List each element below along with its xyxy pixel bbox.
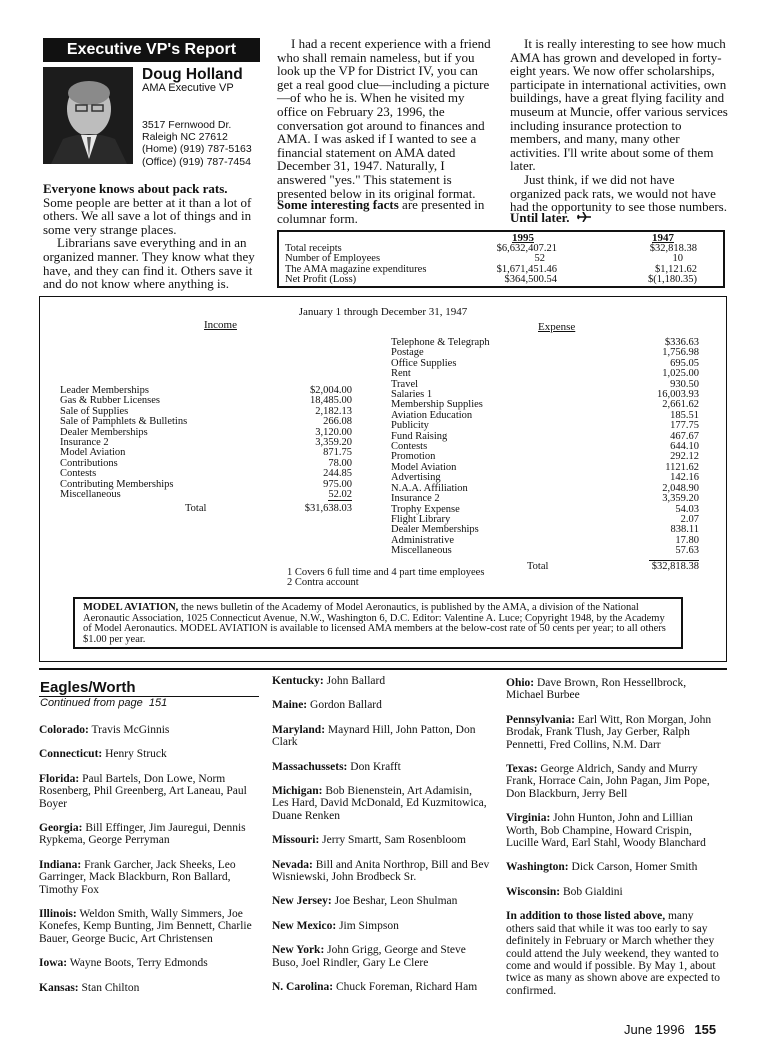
notice-text: the news bulletin of the Academy of Model Aeronautics, is published by the AMA, a division of the National Aeronautic Association, 1025 Connecticut Avenue, N.W., Washington 6, D.C. Editor: Valentine A. Luce; Copyright 1948, by the Academy of Model Aeronautics. MODEL AVIATION is available to licensed AMA members at the below-cost rate of 50 cents per year; to all others $1.00 per year. bbox=[83, 602, 666, 645]
state-entry: Iowa: Wayne Boots, Terry Edmonds bbox=[39, 957, 208, 970]
eagles-column-1 bbox=[39, 724, 261, 1006]
state-entry: Michigan: Bob Bienenstein, Art Adamisin, Les Hard, David McDonald, Ed Kuzmitowica, Duane Renken bbox=[272, 785, 487, 822]
expense-heading: Expense bbox=[538, 321, 576, 333]
state-entry: Maryland: Maynard Hill, John Patton, Don Clark bbox=[272, 723, 476, 749]
expense-total-label: Total bbox=[527, 560, 549, 572]
list-item: Contests 644.10 bbox=[391, 441, 699, 453]
state-entry: Pennsylvania: Earl Witt, Ron Morgan, John Brodak, Frank Tlush, Jay Gerber, Ralph Pennetti, Fred Collins, N.M. Darr bbox=[506, 713, 712, 751]
author-role: AMA Executive VP bbox=[142, 82, 234, 94]
list-item: Contributing Memberships 975.00 bbox=[60, 478, 352, 490]
table-row: Number of Employees 52 10 bbox=[285, 253, 683, 265]
facts-col-1995-header: 1995 bbox=[512, 232, 534, 244]
notice-lead: MODEL AVIATION, bbox=[83, 602, 179, 613]
facts-col-1947-header: 1947 bbox=[652, 232, 674, 244]
list-item: Promotion 292.12 bbox=[391, 451, 699, 463]
list-item: Fund Raising 467.67 bbox=[391, 430, 699, 442]
eagles-column-3 bbox=[506, 677, 724, 997]
state-entry: New Mexico: Jim Simpson bbox=[272, 919, 399, 932]
issue-date: June 1996 bbox=[624, 1022, 685, 1037]
paragraph: Librarians save everything and in an organized manner. They know what they have, and they can find it. Others save it and do not know where anything is. bbox=[43, 235, 255, 292]
state-entry: Kentucky: John Ballard bbox=[272, 675, 386, 687]
footnotes bbox=[287, 568, 484, 589]
table-row: Total receipts $6,632,407.21 $32,818.38 bbox=[285, 243, 697, 254]
list-item: Administrative 17.80 bbox=[391, 534, 699, 546]
portrait-image bbox=[43, 67, 133, 164]
paragraph: Just think, if we did not have organized pack rats, we would not have had the opportunity to see those numbers. bbox=[510, 171, 727, 215]
phone-home: (Home) (919) 787-5163 bbox=[142, 143, 252, 156]
income-list bbox=[60, 386, 352, 515]
author-photo bbox=[43, 67, 133, 164]
state-entry: Indiana: Frank Garcher, Jack Sheeks, Leo Garringer, Mack Blackburn, Ron Ballard, Timothy Fox bbox=[39, 858, 236, 896]
income-total-row bbox=[60, 504, 352, 514]
eagles-column-2 bbox=[272, 675, 490, 1006]
state-entry: Georgia: Bill Effinger, Jim Jauregui, Dennis Rypkema, George Perryman bbox=[39, 822, 246, 847]
list-item: Flight Library 2.07 bbox=[391, 513, 699, 525]
list-item: Rent 1,025.00 bbox=[391, 368, 699, 380]
page-number: 155 bbox=[694, 1022, 717, 1037]
list-item: Contests 244.85 bbox=[60, 468, 352, 480]
list-item: Salaries 1 16,003.93 bbox=[391, 389, 699, 401]
state-entry: New Jersey: Joe Beshar, Leon Shulman bbox=[272, 895, 458, 908]
airplane-icon bbox=[577, 210, 591, 226]
continued-note: Continued from page 151 bbox=[40, 697, 168, 709]
state-entry: Texas: George Aldrich, Sandy and Murry Frank, Horrace Cain, John Pagan, Jim Pope, Don Blackburn, Jerry Bell bbox=[506, 763, 710, 800]
state-entry: Connecticut: Henry Struck bbox=[39, 748, 167, 761]
state-entry: Virginia: John Hunton, John and Lillian Worth, Bob Champine, Howard Crispin, Lucille Ward, Earl Stahl, Woody Blanchard bbox=[506, 812, 706, 850]
income-heading: Income bbox=[204, 319, 237, 331]
closing-paragraph: In addition to those listed above, many others said that while it was too early to say definitely in February or March whether they could attend the July weekend, they wanted to come and would if possible. By May 1, about twice as many as shown above are expected to confirmed. bbox=[506, 910, 720, 997]
table-row: The AMA magazine expenditures $1,671,451.46 $1,121.62 bbox=[285, 263, 697, 275]
page-footer bbox=[624, 1022, 716, 1037]
section-banner bbox=[43, 38, 260, 62]
list-item: Membership Supplies 2,661.62 bbox=[391, 399, 699, 411]
footnote-1: 1 Covers 6 full time and 4 part time employees bbox=[287, 567, 485, 578]
list-item: Postage 1,756.98 bbox=[391, 347, 699, 359]
state-entry: Washington: Dick Carson, Homer Smith bbox=[506, 861, 698, 874]
list-item: Telephone & Telegraph $336.63 bbox=[391, 337, 699, 348]
paragraph: I had a recent experience with a friend who shall remain nameless, but if you look up the VP for District IV, you can get a real good clue—including a picture—of who he is. When he visited my office on February 23, 1996, the conversation got around to finances and AMA. I was asked if I wanted to see a financial statement on AMA dated December 31, 1947. Naturally, I answered "yes." This statement is presented below in its original format. bbox=[277, 36, 491, 201]
state-entry: Kansas: Stan Chilton bbox=[39, 981, 140, 994]
income-total-label: Total bbox=[185, 503, 207, 515]
author-name: Doug Holland bbox=[142, 66, 243, 83]
facts-intro bbox=[277, 198, 493, 225]
list-item: Gas & Rubber Licenses 18,485.00 bbox=[60, 395, 352, 407]
list-item: Model Aviation 871.75 bbox=[60, 447, 352, 459]
list-item: Publicity 177.75 bbox=[391, 420, 699, 432]
list-item: N.A.A. Affiliation 2,048.90 bbox=[391, 482, 699, 494]
facts-rest: are presented in columnar form. bbox=[277, 197, 485, 226]
list-item: Miscellaneous 57.63 bbox=[391, 545, 699, 557]
state-entry: Colorado: Travis McGinnis bbox=[39, 724, 170, 736]
expense-total: $32,818.38 bbox=[651, 560, 699, 572]
state-entry: Missouri: Jerry Smartt, Sam Rosenbloom bbox=[272, 834, 466, 847]
address-line-1: 3517 Fernwood Dr. bbox=[142, 119, 232, 131]
facts-table bbox=[277, 230, 725, 288]
list-item: Leader Memberships $2,004.00 bbox=[60, 385, 352, 396]
author-contact bbox=[142, 119, 252, 168]
statement-period: January 1 through December 31, 1947 bbox=[298, 306, 468, 318]
paragraph: Some people are better at it than a lot of others. We all save a lot of things and in some very strange places. bbox=[43, 194, 252, 237]
list-item: Trophy Expense 54.03 bbox=[391, 503, 699, 515]
state-entry: New York: John Grigg, George and Steve Buso, Joel Rindler, Gary Le Clere bbox=[272, 944, 466, 969]
list-item: Office Supplies 695.05 bbox=[391, 357, 699, 369]
list-item: Model Aviation 1121.62 bbox=[391, 461, 699, 473]
eagles-title: Eagles/Worth bbox=[40, 679, 136, 696]
list-item: Insurance 2 3,359.20 bbox=[60, 437, 352, 449]
lead-sentence: Everyone knows about pack rats. bbox=[43, 181, 228, 196]
state-entry: Massachussets: Don Krafft bbox=[272, 760, 401, 773]
list-item: Sale of Supplies 2,182.13 bbox=[60, 405, 352, 417]
state-entry: Maine: Gordon Ballard bbox=[272, 699, 382, 712]
paragraph: It is really interesting to see how much AMA has grown and developed in forty-eight years. We now offer scholarships, participate in international activities, own buildings, have a great flying facility and museum at Muncie, offer various services including insurance protection to members, and many, many other activities. I'll write about some of them later. bbox=[510, 36, 728, 174]
publication-notice bbox=[73, 597, 683, 649]
income-total: $31,638.03 bbox=[304, 503, 352, 515]
column-2 bbox=[277, 37, 493, 200]
list-item: Contributions 78.00 bbox=[60, 457, 352, 469]
footnote-2: 2 Contra account bbox=[287, 577, 359, 589]
financial-statement bbox=[39, 296, 727, 662]
list-item: Dealer Memberships 3,120.00 bbox=[60, 426, 352, 438]
facts-rows bbox=[285, 244, 697, 286]
signoff-text: Until later. bbox=[510, 210, 570, 225]
state-entry: Wisconsin: Bob Gialdini bbox=[506, 885, 623, 898]
table-row: Net Profit (Loss) $364,500.54 $(1,180.35) bbox=[285, 274, 697, 286]
state-entry: Ohio: Dave Brown, Ron Hessellbrock, Michael Burbee bbox=[506, 677, 687, 702]
state-entry: N. Carolina: Chuck Foreman, Richard Ham bbox=[272, 981, 478, 994]
state-entry: Nevada: Bill and Anita Northrop, Bill and Bev Wisniewski, John Brodbeck Sr. bbox=[272, 858, 490, 884]
phone-office: (Office) (919) 787-7454 bbox=[142, 155, 251, 168]
address-line-2: Raleigh NC 27612 bbox=[142, 131, 228, 144]
list-item: Travel 930.50 bbox=[391, 378, 699, 390]
section-title: Executive VP's Report bbox=[66, 41, 237, 58]
column-3 bbox=[510, 37, 728, 214]
state-entry: Florida: Paul Bartels, Don Lowe, Norm Rosenberg, Phil Greenberg, Art Laneau, Paul Boyer bbox=[39, 772, 247, 810]
signoff bbox=[510, 210, 591, 226]
list-item: Insurance 2 3,359.20 bbox=[391, 493, 699, 505]
facts-lead: Some interesting facts bbox=[277, 197, 399, 212]
state-entry: Illinois: Weldon Smith, Wally Simmers, Joe Konefes, Kemp Bunting, Jim Bennett, Charlie Bauer, George Bucic, Art Christensen bbox=[39, 908, 252, 945]
list-item: Aviation Education 185.51 bbox=[391, 409, 699, 421]
expense-list bbox=[391, 338, 699, 572]
list-item: Miscellaneous 52.02 bbox=[60, 489, 352, 501]
column-1 bbox=[43, 182, 261, 291]
section-divider bbox=[39, 668, 727, 670]
list-item: Sale of Pamphlets & Bulletins 266.08 bbox=[60, 416, 352, 428]
list-item: Advertising 142.16 bbox=[391, 472, 699, 484]
list-item: Dealer Memberships 838.11 bbox=[391, 524, 699, 536]
